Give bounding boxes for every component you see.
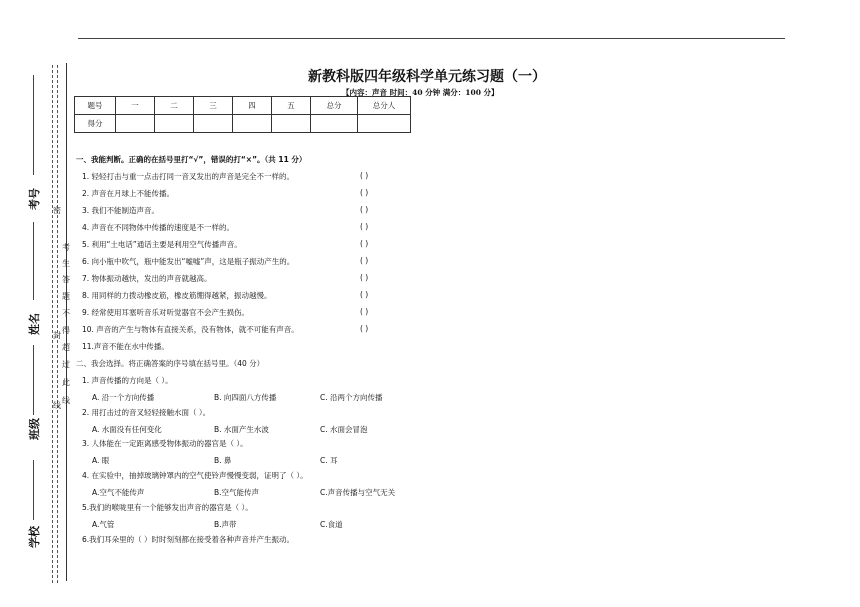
choice-stem: 6.我们耳朵里的（ ）时时刻刻都在接受着各种声音并产生振动。 (82, 535, 295, 544)
judge-item: 7. 物体振动越快，发出的声音就越高。 (82, 274, 212, 283)
choice-option[interactable]: B. 鼻 (214, 456, 232, 465)
judge-item: 6. 向小瓶中吹气，瓶中能发出“嘘嘘”声，这是瓶子振动产生的。 (82, 257, 295, 266)
score-cell: 一 (116, 97, 155, 115)
section-2-heading: 二、我会选择。将正确答案的序号填在括号里。（40 分） (76, 359, 265, 368)
score-cell: 五 (272, 97, 311, 115)
class-fill-line (33, 345, 34, 415)
answer-paren[interactable]: ( ) (360, 256, 369, 265)
exam-no-fill-line (33, 75, 34, 175)
choice-option[interactable]: A. 眼 (92, 456, 110, 465)
answer-paren[interactable]: ( ) (360, 324, 369, 333)
choice-stem: 1. 声音传播的方向是（ ）。 (82, 376, 173, 385)
seal-char: 不 (62, 309, 70, 318)
judge-item: 2. 声音在月球上不能传播。 (82, 189, 175, 198)
answer-paren[interactable]: ( ) (360, 205, 369, 214)
answer-paren[interactable]: ( ) (360, 171, 369, 180)
judge-item: 1. 轻轻打击与重一点击打同一音叉发出的声音是完全不一样的。 (82, 172, 295, 181)
cut-char: 线 (53, 401, 61, 410)
score-table (74, 96, 411, 133)
score-input-cell[interactable] (272, 115, 311, 133)
seal-char: 生 (62, 259, 70, 268)
score-input-cell[interactable] (194, 115, 233, 133)
choice-option[interactable]: C.食道 (320, 520, 343, 529)
choice-option[interactable]: B. 向四面八方传播 (214, 393, 277, 402)
choice-option[interactable]: B.空气能传声 (214, 488, 260, 497)
section-1-heading: 一、我能判断。正确的在括号里打“√”，错误的打“×”。（共 11 分） (76, 155, 307, 164)
judge-item: 3. 我们不能制造声音。 (82, 206, 160, 215)
page-title: 新教科版四年级科学单元练习题（一） (308, 69, 546, 85)
choice-stem: 5.我们的喉咙里有一个能够发出声音的器官是（ ）。 (82, 503, 253, 512)
score-input-cell[interactable] (116, 115, 155, 133)
exam-info: 【内容：声音 时间：40 分钟 满分：100 分】 (342, 88, 499, 97)
cut-char: 密 (53, 206, 61, 215)
choice-option[interactable]: C. 水面会冒泡 (320, 425, 368, 434)
choice-option[interactable]: A. 水面没有任何变化 (92, 425, 162, 434)
seal-char: 答 (62, 275, 70, 284)
name-fill-line (33, 222, 34, 300)
choice-stem: 2. 用打击过的音叉轻轻接触水面（ ）。 (82, 408, 211, 417)
school-fill-line (33, 460, 34, 520)
score-input-cell[interactable] (311, 115, 358, 133)
seal-line-dashed-inner (57, 65, 58, 583)
choice-option[interactable]: C. 沿两个方向传播 (320, 393, 383, 402)
score-cell: 二 (155, 97, 194, 115)
answer-paren[interactable]: ( ) (360, 222, 369, 231)
exam-no-label: 考号 (28, 188, 41, 210)
score-cell: 总分人 (358, 97, 411, 115)
choice-option[interactable]: B. 水面产生水波 (214, 425, 269, 434)
seal-char: 过 (62, 360, 70, 369)
seal-char: 超 (62, 343, 70, 352)
score-table-header-row (75, 97, 411, 115)
judge-item: 5. 利用“土电话”通话主要是利用空气传播声音。 (82, 240, 242, 249)
choice-option[interactable]: C. 耳 (320, 456, 338, 465)
choice-option[interactable]: C.声音传播与空气无关 (320, 488, 396, 497)
choice-stem: 4. 在实验中，抽掉玻璃钟罩内的空气使铃声慢慢变弱，证明了（ ）。 (82, 471, 308, 480)
answer-paren[interactable]: ( ) (360, 273, 369, 282)
score-input-cell[interactable] (155, 115, 194, 133)
header-rule (78, 38, 785, 39)
judge-item: 9. 经常使用耳塞听音乐对听觉器官不会产生损伤。 (82, 308, 250, 317)
choice-stem: 3. 人体能在一定距离感受物体振动的器官是（ ）。 (82, 439, 248, 448)
school-label: 学校 (28, 526, 41, 548)
score-cell: 四 (233, 97, 272, 115)
seal-char: 题 (62, 292, 70, 301)
seal-line-dashed-outer (52, 65, 53, 583)
class-label: 班级 (28, 418, 41, 440)
choice-option[interactable]: A. 沿一个方向传播 (92, 393, 155, 402)
answer-paren[interactable]: ( ) (360, 239, 369, 248)
score-cell: 得分 (75, 115, 116, 133)
seal-char: 线 (62, 396, 70, 405)
answer-paren[interactable]: ( ) (360, 188, 369, 197)
seal-char: 此 (62, 378, 70, 387)
seal-char: 得 (62, 326, 70, 335)
score-cell: 总分 (311, 97, 358, 115)
score-cell: 题号 (75, 97, 116, 115)
judge-item: 11.声音不能在水中传播。 (82, 342, 169, 351)
judge-item: 4. 声音在不同物体中传播的速度是不一样的。 (82, 223, 235, 232)
score-input-cell[interactable] (233, 115, 272, 133)
answer-paren[interactable]: ( ) (360, 307, 369, 316)
choice-option[interactable]: B.声带 (214, 520, 237, 529)
score-cell: 三 (194, 97, 233, 115)
seal-char: 考 (62, 243, 70, 252)
name-label: 姓名 (28, 313, 41, 335)
score-table-value-row (75, 115, 411, 133)
seal-line-solid (66, 63, 67, 581)
choice-option[interactable]: A.气管 (92, 520, 115, 529)
cut-char: 封 (53, 331, 61, 340)
choice-option[interactable]: A.空气不能传声 (92, 488, 145, 497)
judge-item: 10. 声音的产生与物体有直接关系，没有物体，就不可能有声音。 (82, 325, 299, 334)
judge-item: 8. 用同样的力拨动橡皮筋，橡皮筋绷得越紧，振动越慢。 (82, 291, 272, 300)
answer-paren[interactable]: ( ) (360, 290, 369, 299)
score-input-cell[interactable] (358, 115, 411, 133)
